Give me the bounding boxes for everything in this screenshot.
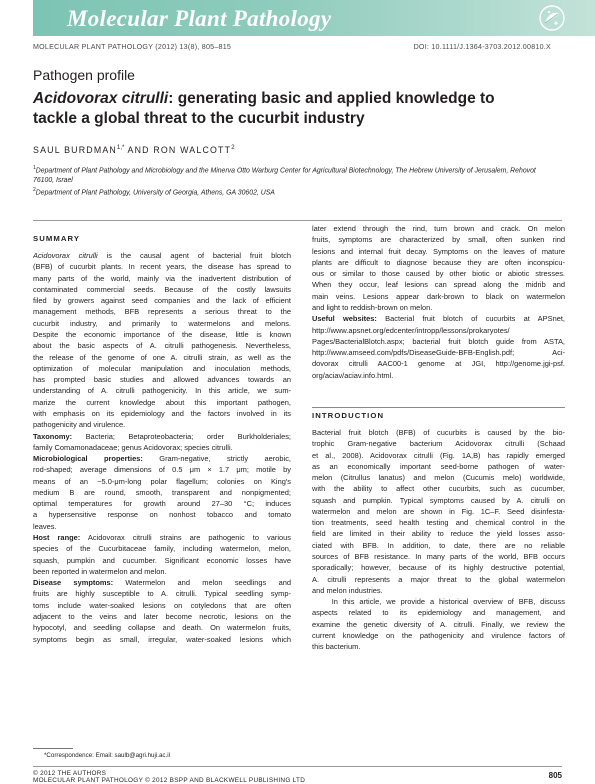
text-line: watermelon and melon are shown in Fig. 1C–F. Seed disinfesta- — [312, 506, 565, 516]
text-line: toms include water-soaked lesions on cotyledons that are often — [33, 600, 291, 610]
text-line: examine the genetic diversity of A. citrulli. Finally, we review the — [312, 619, 565, 629]
text-line: Host range: Acidovorax citrulli strains are pathogenic to various — [33, 533, 291, 543]
author-joiner: AND — [124, 145, 154, 155]
useful-websites-block — [312, 313, 565, 381]
left-column — [33, 233, 291, 645]
affiliation-line: Department of Plant Pathology and Microbiology and the Minerva Otto Warburg Center for Agricultural Biotechnology, The Hebrew University of Jerusalem, Rehovot — [35, 167, 536, 175]
footer-divider — [33, 766, 562, 767]
article-title — [33, 89, 553, 128]
author-name: SAUL BURDMAN — [33, 145, 117, 155]
author-affiliation-mark: 1, — [116, 145, 122, 152]
text-line: medium B are round, smooth, transparent and nonpigmented; — [33, 487, 291, 497]
text-line: filed by growers against seed companies and the lack of efficient — [33, 296, 291, 306]
text-line: Bacterial fruit blotch (BFB) of cucurbits is caused by the bio- — [312, 427, 565, 437]
text-line: dovorax citrulli AAC00-1 genome at JGI, http://genome.jgi-psf. — [312, 359, 565, 369]
text-line: fruits are highly susceptible to A. citrulli. Typical seedling symp- — [33, 589, 291, 599]
summary-paragraph — [33, 250, 291, 431]
text-line: sporadically; however, because of its highly destructive potential, — [312, 563, 565, 573]
section-type: Pathogen profile — [33, 67, 135, 83]
text-line: and melon industries. — [312, 585, 383, 595]
text-line: the release of the genome of one A. citrulli strain, as well as the — [33, 352, 291, 362]
affiliation-mark: 1 — [33, 165, 36, 171]
right-column — [312, 223, 565, 653]
text-line: Taxonomy: Bacteria; Betaproteobacteria; order Burkholderiales; — [33, 431, 291, 441]
text-line: symptoms begin as small, irregular, water-soaked lesions which — [33, 634, 291, 644]
websites-label: Useful websites: — [312, 314, 377, 324]
text-line: et al., 2008). Acidovorax citrulli (Fig. 1A,B) has rapidly emerged — [312, 450, 565, 460]
summary-heading: SUMMARY — [33, 234, 81, 243]
text-line: management methods, BFB represents a serious threat to the — [33, 307, 291, 317]
affiliation-mark: 2 — [33, 187, 36, 193]
running-head-doi[interactable]: DOI: 10.1111/J.1364-3703.2012.00810.X — [413, 43, 551, 51]
affiliation-1 — [33, 164, 543, 185]
correspondence-footnote: *Correspondence: Email: saulb@agri.huji.ac.il — [44, 752, 170, 759]
disease-label: Disease symptoms: — [33, 578, 114, 588]
journal-logo-text: Molecular Plant Pathology — [67, 6, 332, 31]
introduction-heading: INTRODUCTION — [312, 410, 385, 420]
text-line: adjacent to the veins and later become necrotic, lesions on the — [33, 612, 291, 621]
text-line: family Comamonadaceae; genus Acidovorax; species citrulli. — [33, 442, 233, 452]
text-line: current knowledge on the pathogenicity and virulence factors of — [312, 631, 565, 640]
website-link[interactable]: org/aciav/aciav.info.html. — [312, 370, 394, 380]
affiliation-line: Department of Plant Pathology, University of Georgia, Athens, GA 30602, USA — [35, 189, 275, 197]
text-line: with emphasis on its epidemiology and the factors involved in its — [33, 408, 291, 418]
affiliation-line: 76100, Israel — [33, 176, 73, 184]
text-line: many parts of the world, mainly via the inadvertent distribution of — [33, 273, 291, 283]
introduction-paragraph-1 — [312, 427, 565, 596]
corresponding-mark: * — [122, 145, 125, 152]
text-line: with the ability to affect other cucurbits, such as cucumber, — [312, 484, 565, 494]
text-line: a hypersensitive response on nonhost tobacco and tomato — [33, 510, 291, 520]
text-line: melon (Citrullus lanatus) and melon (Cucumis melo) worldwide, — [312, 473, 565, 483]
text-line: hypocotyl, and seedling collapse and death. On watermelon fruits, — [33, 623, 291, 633]
text-line: understanding of A. citrulli pathogenicity. In this article, we sum- — [33, 386, 291, 396]
text-line: ous or similar to those caused by other biotic or abiotic stresses. — [312, 269, 565, 279]
text-line: been reported in watermelon and melon. — [33, 566, 167, 576]
microbiological-block — [33, 453, 291, 532]
text-line: optimization of molecular manipulation and inoculation methods, — [33, 363, 291, 373]
text-line: optimal temperatures for growth around 27–30 °C; induces — [33, 499, 291, 509]
title-line2: tackle a global threat to the cucurbit industry — [33, 109, 365, 127]
text-line: Disease symptoms: Watermelon and melon seedlings and — [33, 578, 291, 588]
text-line: leaves. — [33, 521, 57, 531]
disease-symptoms-block — [33, 577, 291, 645]
text-line: cucurbit industry, and primarily to watermelons and melons. — [33, 318, 291, 328]
text-line: lesions and internal fruit decay. Symptoms on the leaves of mature — [312, 246, 565, 256]
text-line: later extend through the rind, turn brown and crack. On melon — [312, 224, 565, 233]
text-line: plants are difficult to diagnose because they are often inconspicu- — [312, 257, 565, 267]
text-line: has prompted basic studies and allowed advances towards an — [33, 375, 291, 385]
text-line: contaminated commercial seeds. Because of the costly lawsuits — [33, 284, 291, 294]
text-line: In this article, we provide a historical overview of BFB, discuss — [312, 597, 565, 607]
footer-publisher: MOLECULAR PLANT PATHOLOGY © 2012 BSPP AND BLACKWELL PUBLISHING LTD — [33, 777, 306, 784]
text-line: tion treatments, seed health testing and chemical control in the — [312, 518, 565, 528]
host-label: Host range: — [33, 533, 81, 543]
text-line: pathogenicity and virulence. — [33, 420, 126, 430]
text-line: field are limited in their ability to reduce the yield losses asso- — [312, 529, 565, 539]
text-line: rod-shaped; average dimensions of 0.5 μm × 1.7 μm; motile by — [33, 465, 291, 475]
text-line: trophic Gram-negative bacterium Acidovorax citrulli (Schaad — [312, 439, 565, 449]
introduction-paragraph-2 — [312, 596, 565, 652]
host-range-block — [33, 532, 291, 577]
text-line: as an economically important seed-borne pathogen of water- — [312, 461, 565, 471]
affiliation-2 — [33, 186, 543, 198]
text-line: sources of BFB resistance. In many parts of the world, BFB occurs — [312, 552, 565, 562]
introduction-rule — [312, 407, 565, 408]
text-line: and light to reddish-brown on melon. — [312, 302, 433, 312]
text-line: squash and pumpkin. Typical symptoms caused by A. citrulli on — [312, 495, 565, 505]
text-line: means of an ~5.0-μm-long polar flagellum; colonies on King's — [33, 476, 291, 486]
text-line: about the basic aspects of A. citrulli pathogenesis. Nevertheless, — [33, 341, 291, 351]
text-line: species of the Cucurbitaceae family, including watermelon, melon, — [33, 544, 291, 554]
title-organism: Acidovorax citrulli — [33, 90, 169, 107]
text-line: ciated with BFB. In addition, to date, there are no reliable — [312, 540, 565, 550]
text-line: marize the current knowledge about this important pathogen, — [33, 397, 291, 407]
footnote-divider — [33, 748, 73, 749]
text-line: aspects related to its epidemiology and management, and — [312, 608, 565, 618]
header-divider — [33, 220, 562, 221]
footer-copyright: © 2012 THE AUTHORS — [33, 770, 107, 777]
micro-label: Microbiological properties: — [33, 454, 143, 464]
journal-emblem-icon — [536, 3, 568, 33]
text-line: When they occur, leaf lesions can spread along the midrib and — [312, 280, 565, 290]
page-number: 805 — [548, 771, 562, 780]
taxonomy-label: Taxonomy: — [33, 431, 73, 441]
author-name: RON WALCOTT — [153, 145, 232, 155]
text-line: Despite the economic importance of the disease, little is known — [33, 329, 291, 339]
text-line: A. citrulli represents a major threat to the global watermelon — [312, 574, 565, 584]
website-link[interactable]: http://www.amseed.com/pdfs/DiseaseGuide-BFB-English.pdf; Aci- — [312, 348, 565, 358]
title-line1-rest: : generating basic and applied knowledge to — [168, 90, 495, 107]
symptoms-continued — [312, 223, 565, 313]
text-line: main veins. Lesions appear dark-brown to black on watermelon — [312, 291, 565, 301]
journal-banner — [33, 0, 595, 36]
running-head-citation: MOLECULAR PLANT PATHOLOGY (2012) 13(8), 805–815 — [33, 43, 232, 51]
text-line: (BFB) of cucurbit plants. In recent years, the disease has spread to — [33, 262, 291, 272]
text-line: Microbiological properties: Gram-negative, strictly aerobic, — [33, 454, 291, 464]
text-line: squash, pumpkin and cucumber. Significant economic losses have — [33, 555, 291, 565]
text-line: this bacterium. — [312, 642, 361, 652]
text-line: Useful websites: Bacterial fruit blotch of cucurbits at APSnet, — [312, 314, 565, 324]
website-link[interactable]: http://www.apsnet.org/edcenter/intropp/lessons/prokaryotes/ — [312, 325, 510, 335]
text-line: Acidovorax citrulli is the causal agent of bacterial fruit blotch — [33, 251, 291, 260]
author-affiliation-mark: 2 — [231, 145, 235, 152]
text-line: Pages/BacterialBlotch.aspx; bacterial fruit blotch guide from ASTA, — [312, 336, 565, 346]
taxonomy-block — [33, 431, 291, 454]
author-list — [33, 145, 235, 155]
text-line: fruits, symptoms are characterized by small, often sunken rind — [312, 235, 565, 245]
